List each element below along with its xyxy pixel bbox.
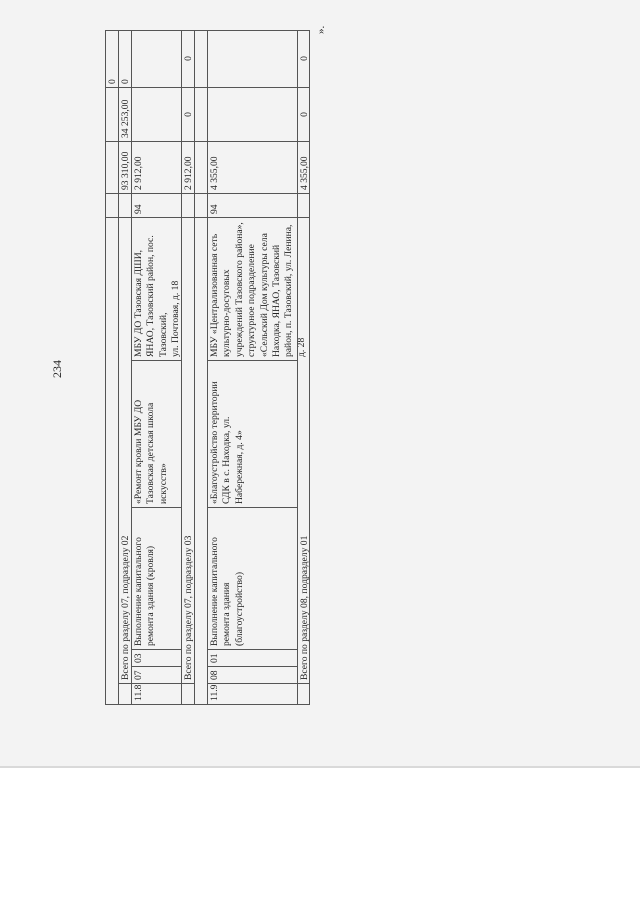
- subtotal-v1: 93 310,00: [118, 142, 131, 194]
- razdel: 07: [131, 667, 181, 684]
- object-name: «Ремонт кровли МБУ ДО Тазовская детская школа искусств»: [131, 361, 181, 508]
- address: МБУ «Централизованная сеть культурно-досуговых учреждений Тазовского района», структурное подразделение «Сельский Дом культуры села Находка, ЯНАО, Тазовский район, п. Тазовский, ул. Ленина, д. 28: [207, 218, 297, 361]
- podrazdel: 01: [207, 650, 297, 667]
- subtotal-v3: 0: [297, 30, 310, 88]
- table-row-subtotal-08-01: [297, 30, 310, 705]
- subtotal-v3: 0: [181, 30, 194, 88]
- value-2: [131, 88, 181, 142]
- object-name: «Благоустройство территории СДК в с. Находка, ул. Набережная, д. 4»: [207, 361, 297, 508]
- code: 94: [207, 194, 297, 218]
- page-number: 234: [50, 360, 64, 378]
- subtotal-v2: 0: [181, 88, 194, 142]
- subtotal-v2: 34 253,00: [118, 88, 131, 142]
- table-row-subtotal-07-03: [181, 30, 194, 705]
- value-1: 2 912,00: [131, 142, 181, 194]
- value-1: 4 355,00: [207, 142, 297, 194]
- subtotal-v2: 0: [297, 88, 310, 142]
- subtotal-v1: 2 912,00: [181, 142, 194, 194]
- work-type: Выполнение капитального ремонта здания (кровля): [131, 508, 181, 650]
- table-row-continuation: [105, 30, 118, 705]
- row-number: 11.9: [207, 684, 297, 705]
- work-type: Выполнение капитального ремонта здания (благоустройство): [207, 508, 297, 650]
- scan-edge: [0, 766, 640, 768]
- subtotal-v1: 4 355,00: [297, 142, 310, 194]
- continuation-blank: [105, 218, 118, 705]
- table-row-11-8: [131, 30, 181, 705]
- code: 94: [131, 194, 181, 218]
- continuation-v3: 0: [105, 30, 118, 88]
- address: МБУ ДО Тазовская ДШИ, ЯНАО, Тазовский район, пос. Тазовский, ул. Почтовая, д. 18: [131, 218, 181, 361]
- subtotal-label: Всего по разделу 08, подразделу 01: [297, 218, 310, 684]
- table-row-spacer: [194, 30, 207, 705]
- razdel: 08: [207, 667, 297, 684]
- table-row-subtotal-07-02: [118, 30, 131, 705]
- subtotal-label: Всего по разделу 07, подразделу 02: [118, 218, 131, 684]
- subtotal-v3: 0: [118, 30, 131, 88]
- closing-quote-mark: ».: [315, 25, 327, 34]
- value-3: [207, 30, 297, 88]
- value-3: [131, 30, 181, 88]
- subtotal-label: Всего по разделу 07, подразделу 03: [181, 218, 194, 684]
- row-number: 11.8: [131, 684, 181, 705]
- budget-table: [105, 30, 310, 705]
- value-2: [207, 88, 297, 142]
- podrazdel: 03: [131, 650, 181, 667]
